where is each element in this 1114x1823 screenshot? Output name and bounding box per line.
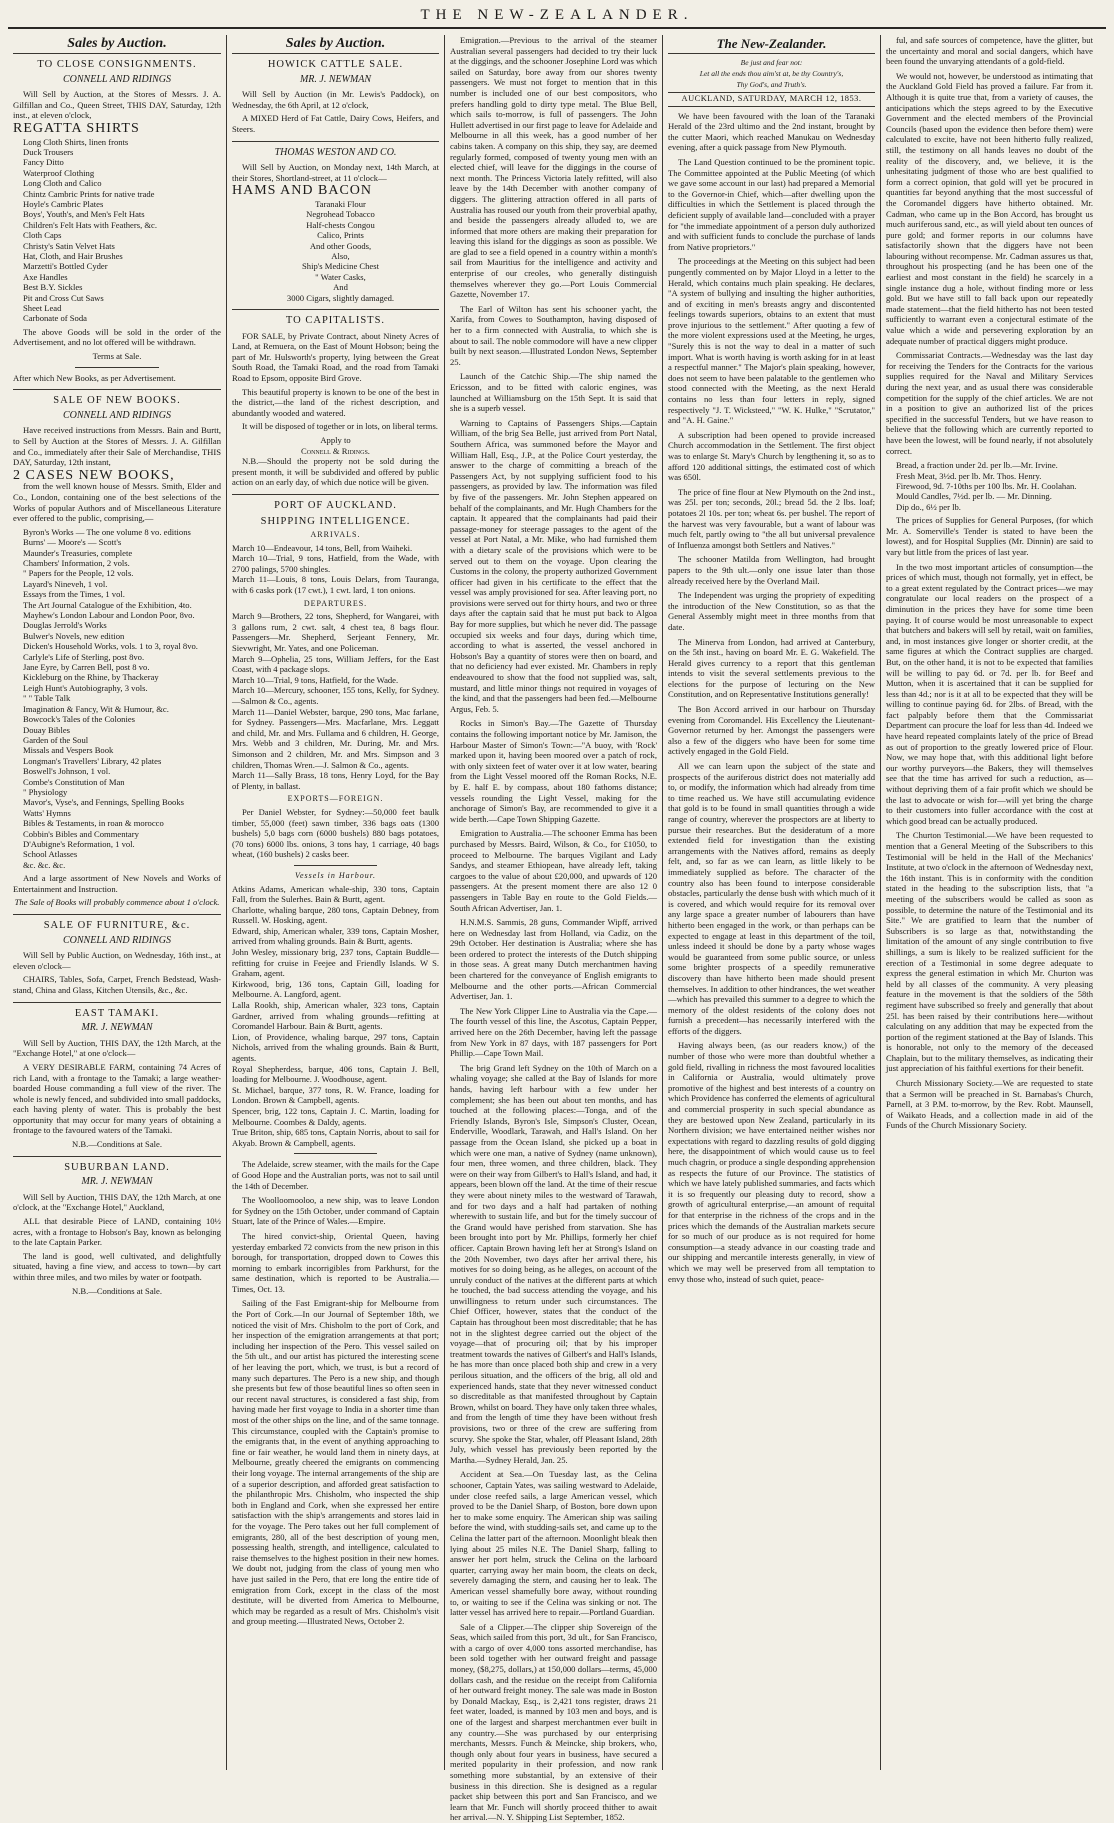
list-item: Sheet Lead bbox=[23, 303, 62, 314]
notice-body: CHAIRS, Tables, Sofa, Carpet, French Bedstead, Wash-stand, China and Glass, Kitchen Utensils, &c., &c. bbox=[13, 974, 221, 995]
column-5 bbox=[880, 35, 1098, 1770]
list-item: March 10—Trial, 9 tons, Hatfield, for the Wade. bbox=[232, 674, 399, 685]
list-item: " Papers for the People, 12 vols. bbox=[23, 568, 134, 579]
list-item: Waterproof Clothing bbox=[23, 167, 95, 178]
notice-close-consignments bbox=[13, 60, 221, 383]
list-item: Children's Felt Hats with Feathers, &c. bbox=[23, 219, 158, 230]
list-item: Calico, Prints bbox=[317, 230, 364, 241]
columns bbox=[8, 35, 1106, 1823]
list-item: Leigh Hunt's Autobiography, 3 vols. bbox=[23, 682, 148, 693]
list-item: Watts' Hymns bbox=[23, 807, 71, 818]
paragraph: The Bon Accord arrived in our harbour on Thursday evening from Coromandel. His Excellency the Lieutenant-Governor returned by her. Amongst the passengers were also a few of the diggers who have been for some time actively engaged in the Gold Field. bbox=[668, 704, 875, 757]
list-item: Imagination & Fancy, Wit & Humour, &c. bbox=[23, 703, 169, 714]
list-item: The Art Journal Catalogue of the Exhibition, 4to. bbox=[23, 599, 192, 610]
notice-furniture bbox=[13, 921, 221, 996]
list-item: " " Table Talk bbox=[23, 693, 71, 704]
list-item: Essays from the Times, 1 vol. bbox=[23, 589, 125, 600]
masthead: THE NEW-ZEALANDER. bbox=[8, 6, 1106, 29]
list-item: " Water Casks, bbox=[315, 271, 366, 282]
list-item: Dip do., 6½ per lb. bbox=[896, 501, 961, 512]
list-item: Jane Eyre, by Carren Bell, post 8 vo. bbox=[23, 662, 150, 673]
notice-conditions: N.B.—Conditions at Sale. bbox=[72, 1285, 162, 1296]
paragraph: The schooner Matilda from Wellington, had brought papers to the 9th ult.—only one issue later than those already received here by the Overland Mail. bbox=[668, 554, 875, 586]
divider bbox=[232, 309, 439, 310]
list-item: Lion, of Providence, whaling barque, 297 tons, Captain Nichols, arrived from the whaling grounds. Bain & Burtt, agents. bbox=[232, 1031, 439, 1063]
list-item: Longman's Travellers' Library, 42 plates bbox=[23, 755, 162, 766]
divider bbox=[232, 141, 439, 142]
paragraph: Church Missionary Society.—We are requested to state that a Sermon will be preached in St. Barnabas's Church, Parnell, at 3 P.M. to-morrow, by the Rev. Robt. Maunsell, of Waikato Heads, and a collection made in aid of the Funds of the Church Missionary Society. bbox=[886, 1078, 1093, 1131]
auctioneer: THOMAS WESTON AND CO. bbox=[274, 146, 397, 158]
list-item: Marzetti's Bottled Cyder bbox=[23, 261, 108, 272]
news-item: The Woolloomooloo, a new ship, was to leave London for Sydney on the 15th October, under command of Captain Stuart, late of the Prince of Wales.—Empire. bbox=[232, 1195, 439, 1227]
list-item: Atkins Adams, American whale-ship, 330 tons, Captain Fall, from the Sulerhes. Bain & Burtt, agent. bbox=[232, 883, 439, 905]
list-item: Dicken's Household Works, vols. 1 to 3, royal 8vo. bbox=[23, 641, 198, 652]
notice-body: A VERY DESIRABLE FARM, containing 74 Acres of rich Land, with a frontage to the Tamaki; a large weather-boarded House commanding a full view of the river. The whole is newly fenced, and subdivided into small paddocks, each having plenty of water. This is probably the best opportunity that may occur for many years of obtaining a frontage to the favoured waters of the Tamaki. bbox=[13, 1061, 221, 1136]
list-item: Pit and Cross Cut Saws bbox=[23, 292, 104, 303]
column-3 bbox=[444, 35, 662, 1823]
auctioneer: CONNELL AND RIDINGS bbox=[63, 73, 171, 85]
list-item: Douay Bibles bbox=[23, 724, 71, 735]
list-item: Garden of the Soul bbox=[23, 734, 89, 745]
list-item: Lalla Rookh, ship, American whaler, 323 tons, Captain Gardner, arrived from whaling grounds—refitting at Coromandel Harbour. Bain & Burtt, agents. bbox=[232, 1000, 439, 1032]
paragraph: All we can learn upon the subject of the state and prospects of the auriferous district does not materially add to, or modify, the information which had already from time to time reached us. We have still accumulating evidence that gold is to be found in small quantities through a wide range of country, wherever the prospectors are at liberty to pursue their researches. But the desideratum of a more extended field for investigation than the existing arrangements with the Natives afford, remains as deeply felt, and, so far as we can learn, as little likely to be immediately supplied as before. The character of the country also has been found to interpose considerable obstacles, particularly the dense bush with which much of it is covered, and which would require for its removal over any large space a greater number of labourers than have hitherto been engaged in the work, or than perhaps can be expected to engage at least in this department of the toil, unless indeed it should be done by a party whose wages would be guaranteed from some public source, or unless some brighter prospects of a speedily remunerative discovery than have hitherto been made should present themselves. In addition to other hindrances, the wet weather—which has prevailed this summer to a degree to which the memory of the oldest residents of the colony does not furnish a precedent—has necessarily interfered with the efforts of the diggers. bbox=[668, 761, 875, 1036]
paragraph: H.N.M.S. Sammis, 28 guns, Commander Wipff, arrived here on Wednesday last from Holland, via Cadiz, on the 29th October. Her destination is Australia; where she has been ordered to protect the interests of the Dutch shipping in those seas. A great many Dutch merchantmen having been chartered for the conveyance of English emigrants to Melbourne and the other ports.—African Commercial Advertiser, Jan. 1. bbox=[450, 917, 657, 1002]
paragraph: The Churton Testimonial.—We have been requested to mention that a General Meeting of the Subscribers to this Testimonial will be held in the Hall of the Mechanics' Institute, at two o'clock in the afternoon of Wednesday next, the 16th instant. This is in conformity with the condition stated in the heading to the subscription lists, that "a meeting of the subscribers would be called as soon as possible, to determine the nature of the Testimonial and its Site." We are gratified to learn that the number of Subscribers is so large as that, notwithstanding the limitation of the amount of any single contribution to five shillings, a sum is likely to be realized sufficient for the erection of a Testimonial in some degree adequate to express the general estimation in which Mr. Churton was held by all classes of the community. A very pleasing feature in the movement is that the soldiers of the 58th regiment have subscribed so freely and generally that about 25l. has been raised by their contributions here—without calculating on any addition that may be expected from the portion of the regiment stationed at the Bay of Islands. This is honorable, not only to the memory of the deceased Chaplain, but to the military themselves, as indicating their just appreciation of his faithful exertions for their benefit. bbox=[886, 830, 1093, 1074]
paragraph: The Minerva from London, had arrived at Canterbury, on the 5th inst., having on board Mr. E. G. Wakefield. The Herald gives currency to a report that this gentleman intends to visit the several settlements previous to the elections for the purpose of lecturing on the New Constitution, and on Representative Institutions generally! bbox=[668, 636, 875, 700]
list-item: Firewood, 9d. 7-10ths per 100 lbs. Mr. H. Coolahan. bbox=[896, 480, 1077, 491]
notice-title: SUBURBAN LAND. bbox=[64, 1161, 170, 1173]
list-item: Charlotte, whaling barque, 280 tons, Captain Debney, from Russell. W. Hosking, agent. bbox=[232, 904, 439, 926]
notice-suburban-land bbox=[13, 1163, 221, 1297]
notice-apply-agent: Connell & Ridings. bbox=[301, 445, 370, 456]
list-item: Ship's Medicine Chest bbox=[302, 261, 379, 272]
list-item: Layard's Nineveh, 1 vol. bbox=[23, 578, 108, 589]
notice-heading: HAMS AND BACON bbox=[232, 183, 373, 199]
paragraph: Launch of the Catchic Ship.—The ship named the Ericsson, and to be fitted with caloric engines, was launched at Williamsburg on the 15th Sept. It is said that she is a superb vessel. bbox=[450, 371, 657, 414]
list-item: Carbonate of Soda bbox=[23, 313, 87, 324]
vessels-title: Vessels in Harbour. bbox=[294, 870, 376, 880]
notice-body: ALL that desirable Piece of LAND, containing 10½ acres, with a frontage to Hobson's Bay, known as belonging to the late Captain Parker. bbox=[13, 1216, 221, 1248]
list-item: March 10—Mercury, schooner, 155 tons, Kelly, for Sydney.—Salmon & Co., agents. bbox=[232, 685, 439, 706]
section-title: PORT OF AUCKLAND. bbox=[274, 499, 397, 511]
list-item: Douglas Jerrold's Works bbox=[23, 620, 107, 631]
list-item: Axe Handles bbox=[23, 271, 68, 282]
list-item: Maunder's Treasuries, complete bbox=[23, 547, 133, 558]
auctioneer: CONNELL AND RIDINGS bbox=[63, 409, 171, 421]
notice-conditions: N.B.—Conditions at Sale. bbox=[72, 1139, 162, 1150]
divider bbox=[13, 914, 221, 915]
notice-intro: Will Sell by Auction, THIS DAY, the 12th March, at one o'clock, at the "Exchange Hotel," Auckland, bbox=[13, 1191, 221, 1213]
list-item: Kirkwood, brig, 136 tons, Captain Gill, loading for Melbourne. A. Langford, agent. bbox=[232, 978, 439, 1000]
notice-body: This beautiful property is known to be one of the best in the district,—the land of the richest description, and abundantly wooded and watered. bbox=[232, 386, 439, 418]
auctioneer: MR. J. NEWMAN bbox=[299, 73, 372, 85]
list-item: Mould Candles, 7½d. per lb. — Mr. Dinning. bbox=[896, 491, 1052, 502]
list-item: Edward, ship, American whaler, 339 tons, Captain Mosher, arrived from whaling grounds. Bain & Burtt, agents. bbox=[232, 925, 439, 947]
news-item: The hired convict-ship, Oriental Queen, having yesterday embarked 72 convicts from the new prison in this borough, for transportation, dropped down to Cowes this morning to embark incorrigibles from Parkhurst, for the same destination, which is reported to be Australia.—Times, Oct. 13. bbox=[232, 1230, 439, 1294]
column-1 bbox=[8, 35, 226, 1770]
list-item: Hat, Cloth, and Hair Brushes bbox=[23, 251, 123, 262]
notice-heading: REGATTA SHIRTS bbox=[13, 120, 140, 136]
divider bbox=[294, 865, 377, 866]
motto-line: Let all the ends thou aim'st at, be thy Country's, bbox=[699, 69, 844, 78]
notice-title: SALE OF NEW BOOKS. bbox=[53, 395, 181, 407]
list-item: 3000 Cigars, slightly damaged. bbox=[286, 292, 395, 303]
list-item: Chintz Cambric Prints for native trade bbox=[23, 188, 155, 199]
notice-title: SALE OF FURNITURE, &c. bbox=[43, 919, 191, 931]
paragraph: We would not, however, be understood as intimating that the Auckland Gold Field has proved a failure. Far from it. Although it is quite true that, from a variety of causes, the anticipations which the steps agreed to by the Executive Government and the elected members of the Provincial Councils (based upon the evidence then before them) were calculated to excite, have not been hitherto fully realized, still, the testimony on all hands leaves no doubt of the reality of the discovery, and, we believe, it is the unhesitating judgment of those who are best qualified to form a correct opinion, that gold will yet be procured in quantities far beyond anything that the most successful of the Coromandel diggers have hitherto obtained. Mr. Cadman, who came up in the Bon Accord, has brought us much auriferous sand, etc., as will yield about ten ounces of pure gold; and former reports in our columns have satisfactorily shown that the diggers have not been labouring without recompense. Mr. Cadman assures us that, throughout his prospecting (and he has been one of the earliest and most constant in the field) he scarcely in a single instance dug a hole, without finding more or less gold. But we have still to fall back upon our repeatedly made statement—that the field hitherto has not been tested sufficiently to warrant even a conjectural estimate of the value which a wide and persevering exploration by an adequate number of practical diggers might produce. bbox=[886, 70, 1093, 346]
paragraph: ful, and safe sources of competence, have the glitter, but the uncertainty and moral and social dangers, which have been found the unvarying attendants of a gold-field. bbox=[886, 35, 1093, 67]
list-item: March 11—Daniel Webster, barque, 290 tons, Mac farlane, for Sydney. Passengers—Mrs. Macfarlane, Mrs. Leggatt and child, Mr. and Mrs. Fullama and 6 children, H. George, Mrs. Webb and 3 children, Mr. During, Mr. and Mrs. Simonson and 2 children, Mr. and Mrs. Simpson and 3 children, Thomas Wren.—J. Salmon & Co., agents. bbox=[232, 706, 439, 770]
divider bbox=[75, 367, 158, 368]
paper-title: The New-Zealander. bbox=[668, 35, 875, 54]
list-item: Best B.Y. Sickles bbox=[23, 282, 83, 293]
paragraph: The prices of Supplies for General Purposes, (for which Mr. A. Somerville's Tender is stated to have been the lowest), and for Hospital Supplies (Mr. Dinnin) are said to vary but little from the prices of last year. bbox=[886, 515, 1093, 557]
paragraph: Warning to Captains of Passengers Ships.—Captain William, of the brig Sea Belle, just arrived from Port Natal, Southern Africa, was summoned before the Mayor and William Hall, Esq., J.P., at the Police Court yesterday, the answer to the charge of committing a breach of the Passengers Act, by not supplying sufficient food to his passengers, as provided by law. The information was filed by five of the passengers. Mr. John Stephen appeared on behalf of the complainants, and Mr. Hugh Chambers for the captain. It appeared that the complainants had paid their passage-money for steerage passages to the agent of the vessel at Port Natal, a Mr. Mike, who had furnished them with a dietary scale of the provisions which were to be served out to them on the voyage. Upon clearing the Customs in the colony, the property authorized Government officer had given in his certificate to the effect that the vessel was amply provisioned for sea. After leaving port, no provisions were served out for thirty hours, and two or three days after the captain said that he must put back to Algoa Bay for more supplies, but which he never did. The passage occupied six weeks and four days, during which time, according to what is asserted, the vessel anchored in Hobson's Bay a quantity of stores were then on board, and that no deficiency had ever existed. Mr. Chambers in reply endeavoured to show that the food not supplied was, salt, mustard, and little minor things not required in voyages of the kind, and that the passengers had been fed.—Melbourne Argus, Feb. 5. bbox=[450, 417, 657, 714]
list-item: Bulwer's Novels, new edition bbox=[23, 630, 125, 641]
list-item: St. Michael, barque, 377 tons, R. W. France, loading for London. Brown & Campbell, agents. bbox=[232, 1084, 439, 1106]
list-item: And other Goods, bbox=[309, 240, 372, 251]
notice-body: FOR SALE, by Private Contract, about Ninety Acres of Land, at Remuera, on the East of Mount Hobson; being the part of Mr. Hulsworth's property, lying between the Great South Road, the Tamaki Road, and the road from Tamaki Road to Epsom, opposite Bird Grove. bbox=[232, 330, 439, 383]
list-item: " Physiology bbox=[23, 786, 68, 797]
list-item: Long Cloth Shirts, linen fronts bbox=[23, 136, 129, 147]
notice-heading: 2 CASES NEW BOOKS, bbox=[13, 467, 175, 483]
vessels-list bbox=[232, 884, 439, 1149]
list-item: Taranaki Flour bbox=[315, 198, 366, 209]
books-list bbox=[23, 527, 221, 870]
notice-outro: The above Goods will be sold in the order of the Advertisement, and no lot offered will be withdrawn. bbox=[13, 326, 221, 348]
paragraph: Rocks in Simon's Bay.—The Gazette of Thursday contains the following important notice by Mr. Jamison, the Harbour Master of Simon's Town:—"A buoy, with 'Rock' marked upon it, having been moored over a patch of rock, with only sixteen feet of water over it at low water, bearing from the Light Vessel moored off the Roman Rocks, N.E. by E. half E. by compass, about 180 fathoms distance; vessels rounding the Light Vessel, making for the anchorage of Simon's Bay, are recommended to give it a wide berth.—Cape Town Shipping Gazette. bbox=[450, 718, 657, 824]
list-item: March 11—Louis, 8 tons, Louis Delars, from Tauranga, with 6 casks pork (17 cwt.), 1 cwt. lard, 1 ton onions. bbox=[232, 574, 439, 596]
list-item: March 9—Ophelia, 25 tons, William Jeffers, for the East Coast, with 4 package slops. bbox=[232, 653, 439, 675]
paragraph: The proceedings at the Meeting on this subject had been pungently commented on by Major Lloyd in a letter to the Herald, which contains much plain speaking. He declares, "A system of bullying and insulting the higher authorities, and of exciting in men's breasts angry and discontented feelings towards superiors, obtains to an extent that must prove injurious to the settlement." After quoting a few of the more violent expressions used at the Meeting, he urges, "Surely this is not the way to deal in a matter of such import. What is worth having is worth asking for in at least a respectful manner." The Major's plain speaking, however, does not seem to have been palatable to the gentlemen who stood connected with the Meeting, as the next Herald contains no less than four letters in reply, signed respectively "J. T. Wicksteed," "W. K. Hulke," "Scrutator," and "A. H. Gaine." bbox=[668, 256, 875, 426]
list-item: And bbox=[333, 282, 348, 293]
dateline: AUCKLAND, SATURDAY, MARCH 12, 1853. bbox=[668, 92, 875, 107]
notice-east-tamaki bbox=[13, 1009, 221, 1150]
list-item: March 10—Trial, 9 tons, Hatfield, from the Wade, with 2700 palings, 5700 shingles. bbox=[232, 553, 439, 574]
list-item: True Briton, ship, 685 tons, Captain Norris, about to sail for Akyab. Brown & Campbell, agents. bbox=[232, 1127, 439, 1148]
notice-new-books bbox=[13, 396, 221, 908]
column-4 bbox=[662, 35, 880, 1770]
notice-intro: Have received instructions from Messrs. Bain and Burtt, to Sell by Auction at the Stores of Messrs. J. A. Gilfillan and Co., immediately after their Sale of Merchandise, THIS DAY, Saturday, 12th instant, bbox=[13, 425, 221, 468]
list-item: Fancy Ditto bbox=[23, 157, 64, 168]
list-item: Royal Shepherdess, barque, 406 tons, Captain J. Bell, loading for Melbourne. J. Woodhouse, agent. bbox=[232, 1063, 439, 1085]
notice-title: EAST TAMAKI. bbox=[74, 1007, 160, 1019]
notice-after: After which New Books, as per Advertisement. bbox=[13, 372, 176, 383]
editorial bbox=[668, 111, 875, 1285]
notice-howick-cattle bbox=[232, 60, 439, 135]
paragraph: We have been favoured with the loan of the Taranaki Herald of the 23rd ultimo and the 2nd instant, brought by the cutter Maori, which reached Manukau on Wednesday evening, after a quick passage from New Plymouth. bbox=[668, 110, 875, 153]
notice-heading-text: from the well known house of Messrs. Smith, Elder and Co., London, containing one of the best selections of the Works of popular Authors and of Miscellaneous Literature ever offered to the public, comprising,— bbox=[13, 481, 221, 524]
notice-intro: Will Sell by Auction, at the Stores of Messrs. J. A. Gilfillan and Co., Queen Street, THIS DAY, Saturday, 12th inst., at eleven o'clock, bbox=[13, 89, 221, 121]
section-subtitle: SHIPPING INTELLIGENCE. bbox=[260, 515, 411, 527]
departures-title: DEPARTURES. bbox=[303, 598, 368, 608]
list-item: Mayhew's London Labour and London Poor, 8vo. bbox=[23, 610, 195, 621]
paragraph: The New York Clipper Line to Australia via the Cape.—The fourth vessel of this line, the Ascotus, Captain Pepper, arrived here on the 26th December, having left the passage from New York in 87 days, with 187 passengers for Port Phillip.—Cape Town Mail. bbox=[450, 1005, 657, 1059]
paragraph: The Earl of Wilton has sent his schooner yacht, the Xarifa, from Cowes to Southampton, having disposed of her to a firm connected with Australia, to which she is about to sail. The noble commodore will have a new clipper built by next season.—Illustrated London News, September 25. bbox=[450, 303, 657, 367]
list-item: Spencer, brig, 122 tons, Captain J. C. Martin, loading for Melbourne. Coombes & Daldy, agents. bbox=[232, 1105, 439, 1127]
motto-line: Thy God's, and Truth's. bbox=[736, 80, 807, 89]
notice-intro: Will Sell by Auction, THIS DAY, the 12th March, at the "Exchange Hotel," at one o'clock— bbox=[13, 1037, 221, 1059]
list-item: D'Aubigne's Reformation, 1 vol. bbox=[23, 838, 135, 849]
contract-prices bbox=[896, 460, 1093, 512]
auctioneer: CONNELL AND RIDINGS bbox=[63, 934, 171, 946]
shipping-news bbox=[450, 35, 657, 1823]
notice-title: TO CLOSE CONSIGNMENTS. bbox=[37, 59, 197, 70]
divider bbox=[294, 1153, 377, 1154]
list-item: Byron's Works — The one volume 8 vo. editions bbox=[23, 526, 191, 537]
list-item: Long Cloth and Calico bbox=[23, 178, 102, 189]
goods-list bbox=[242, 199, 439, 303]
divider bbox=[232, 494, 439, 495]
notice-hams-bacon bbox=[232, 148, 439, 303]
notice-intro: Will Sell by Auction, on Monday next, 14th March, at their Stores, Shortland-street, at 11 o'clock— bbox=[232, 162, 439, 183]
paragraph: In the two most important articles of consumption—the prices of which must, though not formally, yet in effect, be to a great extent regulated by the Contract prices—we may congratulate our local readers on the prospect of a diminution in the prices they have for some time been paying. It of course would be most unreasonable to expect that butchers and bakers will sell by retail, wait on families, and, in most instances give longer or shorter credit, at the same figures at which the Contract supplies are charged. But, on the other hand, it is not to be expected that families will be willing to pay 6d. or 7d. per lb. for Beef and Mutton, when it is ascertained that it can be supplied for less than 4d.; nor is it at all to be expected that they will be willing to continue paying 6d. for 2lbs. of Bread, with the fact palpably before them that the Commissariat Department can procure the loaf for less than 4d. Indeed we have heard repeated complaints lately of the price of Bread as out of proportion to the greatly lowered price of Flour. Now, we may hope that, with this additional light before our worthy purveyors—the Bakers, they will themselves see that the time has arrived for such a reduction, as—without depriving them of a fair profit which we should be the last to advocate or wish for—will yet bring the charge to their customers into fuller accordance with the cost at which good bread can be actually produced. bbox=[886, 561, 1093, 826]
list-item: Combe's Constitution of Man bbox=[23, 776, 125, 787]
column-header: Sales by Auction. bbox=[232, 35, 439, 54]
list-item: Bibles & Testaments, in roan & morocco bbox=[23, 818, 164, 829]
paragraph: The brig Grand left Sydney on the 10th of March on a whaling voyage; she called at the Bay of Islands for more hands, having left harbour with a few under her complement; she has been out about ten months, and has touched at the following places:—Tonga, and of the Friendly Islands, Byron's Isle, Simpson's Cluster, Ocean, Enderville, Woodlark, Tarawah, and Hall's Island. On her passage from the Ocean Island, she picked up a boat in which were one man, a native of Sydney (name unknown), four men, three women, and three children, black. They were on their way from Gilbert's to Hall's Island, and had, it appears, been blown off the land. At the time of their rescue they were about ninety miles to the westward of Tarawah, and for two days and a half had partaken of nothing wherewith to sustain life, and but for the timely succour of the Grand would have perished from starvation. She has been brought into port by Mr. Phillips, formerly her chief officer. Captain Brown having left her at Strong's Island on the 20th November, two days after her arrival there, his motives for so doing being, as he alleges, on account of the unruly conduct of the natives at the different parts at which he touched, the bad success attending the voyage, and his unwillingness to return under such circumstances. The Chief Officer, however, states that the conduct of the Captain has throughout been most discreditable; that he has not in the slightest degree carried out the object of the voyage—that of procuring oil; that by his improper treatment towards the natives of Gilbert's and Hall's Islands, he has more than once placed both ship and crew in a very perilous situation, and the officers of the brig, all old and experienced hands, state that they never witnessed conduct so discreditable as that manifested throughout by Captain Brown, whilst on board. They have only taken three whales, and from the length of time they have been without fresh provisions, two or three of the crew are suffering from scurvy. She spoke the Star, whaler, off Pleasant Island, 28th July, which vessel has previously been reported by the Martha.—Sydney Herald, Jan. 25. bbox=[450, 1062, 657, 1465]
notice-outro: And a large assortment of New Novels and Works of Entertainment and Instruction. bbox=[13, 873, 221, 894]
notice-title: HOWICK CATTLE SALE. bbox=[267, 59, 404, 70]
notice-intro: Will Sell by Public Auction, on Wednesday, 16th inst., at eleven o'clock— bbox=[13, 950, 221, 971]
notice-capitalists bbox=[232, 316, 439, 488]
paragraph: Commissariat Contracts.—Wednesday was the last day for receiving the Tenders for the Contracts for the various supplies required for the Naval and Military Services during the next year, and as usual there was considerable competition for the supply of the chief articles. We are not in a position to give an authorized list of the prices specified in the successful Tenders, but we have reason to believe that the following which are currently reported to have been the lowest, will be found nearly, if not absolutely correct. bbox=[886, 350, 1093, 456]
motto-line: Be just and fear not: bbox=[740, 58, 803, 67]
arrivals-list bbox=[232, 543, 439, 596]
news-item: The Adelaide, screw steamer, with the mails for the Cape of Good Hope and the Australian ports, was not to sail until the 14th of December. bbox=[232, 1159, 439, 1191]
editorial-continued bbox=[886, 35, 1093, 456]
list-item: Mavor's, Vyse's, and Fennings, Spelling Books bbox=[23, 797, 184, 808]
news-item: Sailing of the Fast Emigrant-ship for Melbourne from the Port of Cork.—In our Journal of September 18th, we noticed the visit of Mrs. Chisholm to the port of Cork, and her inspection of the emigration arrangements at that port; including her inspection of the Pero. This vessel sailed on the 5th ult., and our artist has pictured the interesting scene of her leaving the port, which, we trust, is but a record of many such departures. The Pero is a new ship, and though she presents but few of those beautiful lines so often seen in our recent naval structures, is considered a fast ship, from having made her first voyage to India in a shorter time than most of the other ships on the line, and of the same tonnage. This circumstance, coupled with the Captain's promise to the emigrants that, in the event of anything approaching to fine or fair weather, he would land them in ninety days, at Melbourne, greatly cheered the emigrants on commencing their long voyage. The internal arrangements of the ship are of a superior description, and afforded great satisfaction to the philanthropic Mrs. Chisholm, who inspected the ship both in England and Cork, when she expressed her entire satisfaction with the ship's arrangements and stores laid in for the voyage. The Pero takes out her full complement of emigrants, 280, all of the best description of young men, possessing health, strength, and intelligence, calculated to raise themselves to the highest position in their new homes. We doubt not, judging from the class of young men who have just sailed in the Pero, that ere long the entire tide of emigration from Cork, except in the class of the most destitute, will be diverted from America to Melbourne, which may be regarded as a result of Mrs. Chisholm's visit and group meeting.—Illustrated News, October 2. bbox=[232, 1298, 439, 1627]
divider bbox=[13, 1156, 221, 1157]
notice-apply: Apply to bbox=[320, 434, 351, 445]
paragraph: The Land Question continued to be the prominent topic. The Committee appointed at the Public Meeting (of which we gave some account in our last) had prepared a Memorial to the Governor-in Chief, which—after dwelling upon the difficulties in which the Settlement is placed through the deficient supply of available land—concluded with a prayer for "the immediate appointment of a person duly authorized and with sufficient funds to conclude the purchase of lands from Native proprietors." bbox=[668, 156, 875, 252]
notice-terms: Terms at Sale. bbox=[92, 351, 142, 362]
list-item: Bread, a fraction under 2d. per lb.—Mr. Irvine. bbox=[896, 460, 1058, 471]
list-item: John Wesley, missionary brig, 237 tons, Captain Buddle—refitting for cruise in Feejee and Friendly Islands. W S. Graham, agent. bbox=[232, 947, 439, 979]
paragraph: A subscription had been opened to provide increased Church accommodation in the Settlement. The first object was to enlarge St. Mary's Church by lengthening it, so as to afford 120 additional sittings, the estimated cost of which was 650l. bbox=[668, 429, 875, 483]
list-item: March 10—Endeavour, 14 tons, Bell, from Waiheki. bbox=[232, 542, 413, 553]
paragraph: The Independent was urging the propriety of expediting the introduction of the New Constitution, so as that the General Assembly might meet in three months from that date. bbox=[668, 590, 875, 632]
list-item: Bowcock's Tales of the Colonies bbox=[23, 714, 136, 725]
column-2 bbox=[226, 35, 444, 1770]
list-item: March 9—Brothers, 22 tons, Shepherd, for Wangarei, with 3 gallons rum, 2 cwt. salt, 4 chest tea, 8 bags flour. Passengers—Mr. Shepherd, Serjeant Fennery, Mr. Sievwright, Mr. Yates, and one Policeman. bbox=[232, 611, 439, 654]
notice-body: The land is good, well cultivated, and delightfully situated, having a fine view, and access to town—by cart within three miles, and two miles by water or footpath. bbox=[13, 1250, 221, 1282]
column-header: Sales by Auction. bbox=[13, 35, 221, 54]
list-item: Kickleburg on the Rhine, by Thackeray bbox=[23, 672, 159, 683]
list-item: March 11—Sally Brass, 18 tons, Henry Loyd, for the Bay of Plenty, in ballast. bbox=[232, 770, 439, 791]
paragraph: The price of fine flour at New Plymouth on the 2nd inst., was 25l. per ton; seconds, 20l.; bread 5d. the 2 lbs. loaf; potatoes 2l 10s. per ton; wheat 6s. per bushel. The report of the harvest was very favourable, but a want of labour was much felt, partly owing to "the all but universal prevalence of Influenza amongst both Settlers and Natives." bbox=[668, 486, 875, 550]
list-item: Duck Trousers bbox=[23, 146, 74, 157]
list-item: Boswell's Johnson, 1 vol. bbox=[23, 766, 111, 777]
divider bbox=[13, 389, 221, 390]
notice-intro: Will Sell by Auction (in Mr. Lewis's Paddock), on Wednesday, the 6th April, at 12 o'clock, bbox=[232, 89, 439, 110]
list-item: Half-chests Congou bbox=[306, 219, 375, 230]
divider bbox=[13, 1002, 221, 1003]
paragraph: Accident at Sea.—On Tuesday last, as the Celina schooner, Captain Yates, was sailing westward to Adelaide, under close reefed sails, a large American vessel, which proved to be the Daniel Sharp, of Boston, bore down upon her to make some enquiry. The American ship was sailing before the wind, with studding-sails set, and came up to the Celina the latter part of the afternoon. Moonlight bleak then lying about 25 miles N.E. The Daniel Sharp, falling to answer her port helm, struck the Celina on the larboard quarter, carrying away her main boom, the cleats on deck, severely damaging the stern, and causing her to leak. The American vessel shamefully bore away, without rounding to, or waiting to see if the Celina was sinking or not. The latter vessel has arrived here to repair.—Portland Guardian. bbox=[450, 1469, 657, 1618]
paragraph: Having always been, (as our readers know,) of the number of those who were more than doubtful whether a gold field, rivalling in richness the most favoured localities in California or Australia, would ultimately prove promotive of the highest and best interests of a country on which Providence has conferred the elements of agricultural and commercial prosperity in such special abundance as they are bestowed upon New Zealand, particularly in its Northern division; we have entertained neither wishes nor expectations with regard to dazzling results of gold digging here, the disappointment of which would cause us to feel much chagrin, or produce a single desponding apprehension as respects the future of our Province. The statistics of which we have lately published summaries, and facts which it is so frequently our pleasing duty to record, show a growth of agricultural enterprise,—an amount of requital for that enterprise in the richness of the crops and in the prices which the demands of the Australian markets secure for so much of our produce as is not required for home consumption—a steady advance in our coasting trade and our shipping and mercantile interests generally, in view of which we may well be preserved from all temptation to envy those who, instead of such quiet, peace- bbox=[668, 1040, 875, 1284]
notice-body: A MIXED Herd of Fat Cattle, Dairy Cows, Heifers, and Steers. bbox=[232, 113, 439, 134]
notice-body: It will be disposed of together or in lots, on liberal terms. bbox=[242, 421, 438, 432]
list-item: Christy's Satin Velvet Hats bbox=[23, 240, 115, 251]
paragraph: Emigration to Australia.—The schooner Emma has been purchased by Messrs. Baird, Wilson, & Co., for £1050, to proceed to Melbourne. The barques Vigilant and Lady Sandys, and steamer Ethiopean, have already left, taking cargoes to the value of about £20,000, and upwards of 120 passengers. At the present moment there are also 12 0 passengers in Table Bay en route to the Gold Fields.—South African Advertiser, Jan. 1. bbox=[450, 828, 657, 913]
paragraph: Emigration.—Previous to the arrival of the steamer Australian several passengers had decided to try their luck at the diggings, and the schooner Josephine Lord was which sailed on Saturday, bore away from our shores twenty passengers. We must not forget to mention that in this number is included one of our best compositors, who prefers handling gold to dirty type metal. The Blue Bell, which sails to-morrow, is full of passengers. The John Hullett advertised in our first page to leave for Adelaide and Melbourne in all this week, has a good number of her cabins taken. A company on this ship, they say, are deemed regularly formed, composed of twenty young men with an elected chief, will leave for the diggings in the course of next month. The Princess Victoria lately refitted, will also leave by the 14th December with another company of diggers. The glittering attraction offered in all parts of Australia has roused our youth from their proverbial apathy, and beside the passengers already alluded to, we are informed that more others are making their preparation for leaving this island for the diggings as soon as possible. We are glad to see a field opened in a country within a month's sail from Mauritius for the intelligence and activity and enterprise of our creoles, who generally distinguish themselves wherever they go.—Port Louis Commercial Gazette, November 17. bbox=[450, 35, 657, 300]
list-item: Burns' — Moore's — Scott's bbox=[23, 537, 122, 548]
departures-list bbox=[232, 611, 439, 791]
list-item: Cloth Caps bbox=[23, 230, 62, 241]
list-item: Also, bbox=[331, 250, 350, 261]
port-of-auckland bbox=[232, 501, 439, 1627]
exports-text: Per Daniel Webster, for Sydney:—50,000 feet baulk timber, 55,000 (feet) sawn timber, 336 bags oats (1300 bushels) 5,0 bags corn (6000 bushels) 880 bags potatoes, (70 tons) 6000 lbs. onions, 3 tons hay, 1 carriage, 40 bags wheat, (160 bushels) 2 casks beer. bbox=[232, 806, 439, 860]
paragraph: Sale of a Clipper.—The clipper ship Sovereign of the Seas, which sailed from this port, 3d ult., for San Francisco, with a cargo of over 4,000 tons assorted merchandise, has been sold together with her outward freight and passage money, ($8,275, dollars,) at 150,000 dollars—terms, 45,000 dollars cash, and the residue on the receipt from California of her outward freight money. The sale was made in Boston by Donald Mackay, Esq., is 2,421 tons register, draws 21 feet water, loaded, is manned by 103 men and boys, and is one of the largest and sharpest merchantmen ever built in any country.—She was purchased by our enterprising merchants, Messrs. Funch & Meincke, ship brokers, who, though only about four years in business, have secured a merited popularity in their profession, and now rank something more substantial, by an extensive of their business in this direction. She is designed as a regular packet ship between this port and San Francisco, and we learn that Mr. Funch will shortly proceed thither to await her arrival.—N. Y. Shipping List September, 1852. bbox=[450, 1621, 657, 1823]
list-item: Negrohead Tobacco bbox=[306, 209, 375, 220]
auctioneer: MR. J. NEWMAN bbox=[81, 1176, 153, 1188]
arrivals-title: ARRIVALS. bbox=[310, 530, 361, 540]
notice-note: The Sale of Books will probably commence about 1 o'clock. bbox=[14, 897, 220, 908]
goods-list bbox=[23, 137, 221, 324]
list-item: Chambers' Information, 2 vols. bbox=[23, 558, 130, 568]
list-item: Missals and Vespers Book bbox=[23, 745, 114, 756]
editorial-notices bbox=[886, 515, 1093, 1131]
list-item: Boys', Youth's, and Men's Felt Hats bbox=[23, 209, 145, 220]
auctioneer: MR. J. NEWMAN bbox=[81, 1022, 153, 1034]
notice-title: TO CAPITALISTS. bbox=[285, 315, 386, 326]
list-item: Fresh Meat, 3½d. per lb. Mr. Thos. Henry. bbox=[896, 470, 1042, 481]
list-item: &c. &c. &c. bbox=[23, 859, 66, 870]
list-item: School Atlasses bbox=[23, 849, 78, 860]
list-item: Carlyle's Life of Sterling, post 8vo. bbox=[23, 651, 145, 662]
list-item: Cobbin's Bibles and Commentary bbox=[23, 828, 139, 839]
notice-nb: N.B.—Should the property not be sold during the present month, it will be subdivided and offered by public action on an early day, of which due notice will be given. bbox=[232, 456, 439, 488]
list-item: Hoyle's Cambric Plates bbox=[23, 199, 104, 209]
exports-title: EXPORTS—FOREIGN. bbox=[287, 794, 384, 804]
